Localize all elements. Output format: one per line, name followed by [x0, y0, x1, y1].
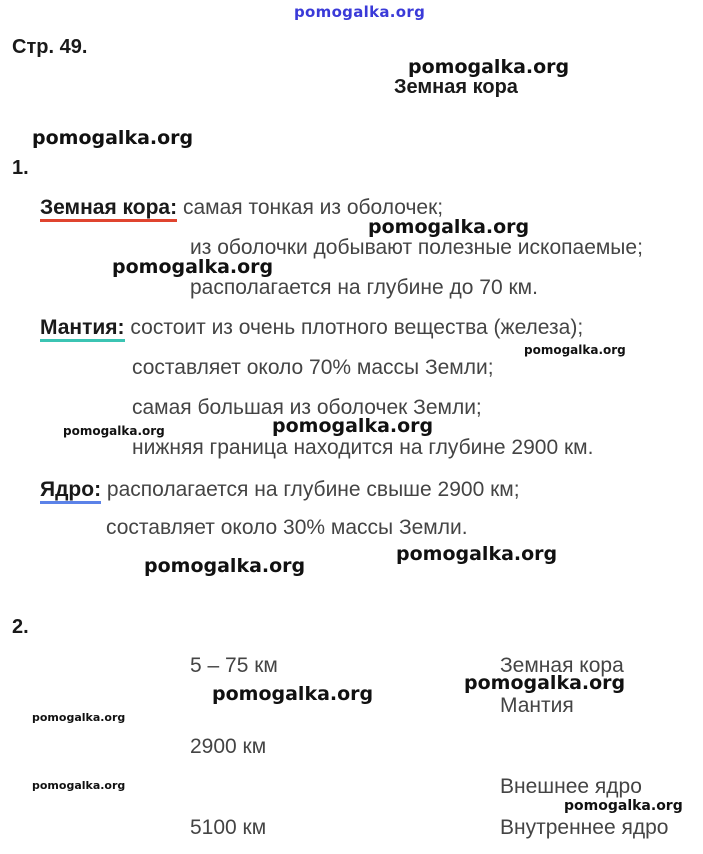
depth-label: 5 – 75 км — [190, 654, 278, 677]
mantle-text: состоит из очень плотного вещества (железа); — [130, 316, 584, 339]
crust-line-1 — [40, 196, 443, 220]
layer-label: Внутреннее ядро — [500, 816, 669, 839]
watermark: pomogalka.org — [112, 256, 274, 278]
watermark: pomogalka.org — [408, 56, 570, 78]
watermark: pomogalka.org — [32, 127, 194, 149]
mantle-term: Мантия: — [40, 316, 125, 342]
crust-term: Земная кора: — [40, 196, 177, 222]
mantle-line-1 — [40, 316, 583, 340]
layer-label: Внешнее ядро — [500, 775, 642, 798]
watermark: pomogalka.org — [32, 779, 126, 792]
core-line-1 — [40, 478, 520, 502]
mantle-line-2: составляет около 70% массы Земли; — [132, 356, 494, 379]
watermark: pomogalka.org — [368, 216, 530, 238]
mantle-line-3: самая большая из оболочек Земли; — [132, 396, 482, 419]
watermark: pomogalka.org — [63, 424, 165, 438]
watermark: pomogalka.org — [212, 683, 374, 705]
crust-text: самая тонкая из оболочек; — [182, 196, 444, 219]
layer-label: Земная кора — [500, 654, 624, 677]
core-line-2: составляет около 30% массы Земли. — [106, 516, 468, 539]
depth-label: 2900 км — [190, 735, 267, 758]
section-1-number: 1. — [12, 157, 29, 179]
layer-label: Мантия — [500, 694, 574, 717]
crust-line-3: располагается на глубине до 70 км. — [190, 276, 538, 299]
crust-line-2: из оболочки добывают полезные ископаемые; — [190, 236, 643, 259]
page-title: Земная кора — [394, 76, 518, 98]
section-2-number: 2. — [12, 616, 29, 638]
depth-label: 5100 км — [190, 816, 267, 839]
watermark: pomogalka.org — [396, 543, 558, 565]
core-term: Ядро: — [40, 478, 101, 504]
watermark: pomogalka.org — [464, 672, 626, 694]
watermark: pomogalka.org — [272, 415, 434, 437]
watermark: pomogalka.org — [564, 798, 683, 814]
watermark: pomogalka.org — [524, 343, 626, 357]
page-label: Стр. 49. — [12, 36, 88, 58]
watermark-top: pomogalka.org — [294, 3, 426, 21]
watermark: pomogalka.org — [144, 555, 306, 577]
watermark: pomogalka.org — [32, 711, 126, 724]
mantle-line-4: нижняя граница находится на глубине 2900 км. — [132, 436, 594, 459]
core-text: располагается на глубине свыше 2900 км; — [106, 478, 520, 501]
